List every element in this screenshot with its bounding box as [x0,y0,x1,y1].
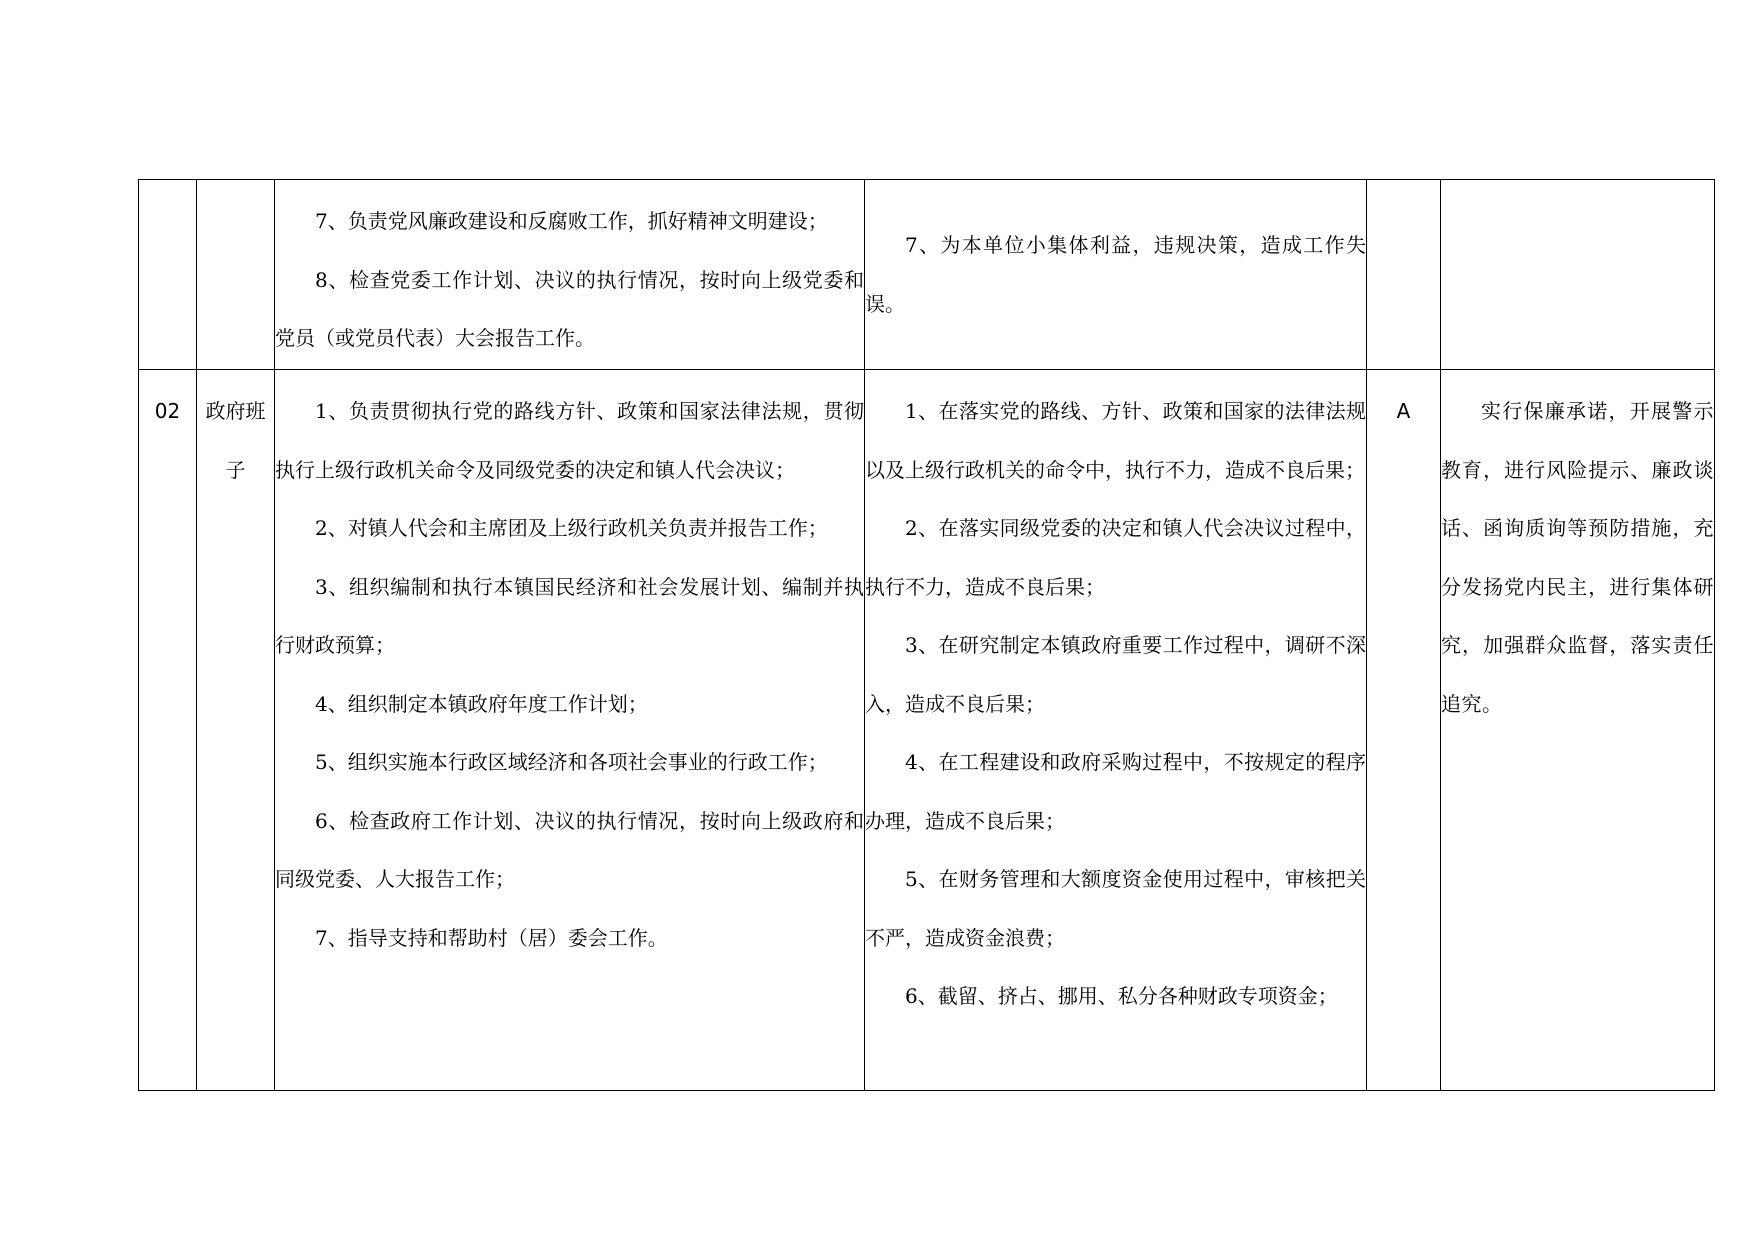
risks-cell [865,180,1367,370]
duty-item: 2、对镇人代会和主席团及上级行政机关负责并报告工作； [315,516,828,540]
row-number: 02 [154,399,181,423]
duty-item: 7、指导支持和帮助村（居）委会工作。 [315,925,668,950]
risk-table [138,179,1715,1091]
risk-item: 2、在落实同级党委的决定和镇人代会决议过程中，执行不力，造成不良后果； [865,516,1366,599]
duty-item: 8、检查党委工作计划、决议的执行情况，按时向上级党委和党员（或党员代表）大会报告工作。 [275,267,864,350]
risk-item: 1、在落实党的路线、方针、政策和国家的法律法规以及上级行政机关的命令中，执行不力，造成不良后果； [865,399,1366,482]
duties-cell [275,180,865,370]
risk-item: 4、在工程建设和政府采购过程中，不按规定的程序办理，造成不良后果； [865,750,1366,833]
number-cell [139,370,197,1091]
table-row-continued [139,180,1715,370]
table-row-government [139,370,1715,1091]
risk-grade: A [1396,399,1411,423]
duty-item: 5、组织实施本行政区域经济和各项社会事业的行政工作； [315,750,828,774]
number-cell [139,180,197,370]
risk-item: 3、在研究制定本镇政府重要工作过程中，调研不深入，造成不良后果； [865,633,1366,716]
risk-item: 7、为本单位小集体利益，违规决策，造成工作失误。 [865,233,1366,316]
duty-item: 4、组织制定本镇政府年度工作计划； [315,691,648,716]
grade-cell [1367,370,1441,1091]
measures-cell [1441,370,1715,1091]
duty-item: 1、负责贯彻执行党的路线方针、政策和国家法律法规，贯彻执行上级行政机关命令及同级党委的决定和镇人代会决议； [275,399,864,482]
row-name: 政府班子 [205,399,266,482]
name-cell [197,180,275,370]
duty-item: 3、组织编制和执行本镇国民经济和社会发展计划、编制并执行财政预算； [275,574,864,657]
duty-item: 7、负责党风廉政建设和反腐败工作，抓好精神文明建设； [315,209,828,233]
grade-cell [1367,180,1441,370]
duty-item: 6、检查政府工作计划、决议的执行情况，按时向上级政府和同级党委、人大报告工作； [275,808,864,891]
name-cell [197,370,275,1091]
risks-cell [865,370,1367,1091]
duties-cell [275,370,865,1091]
measures-cell [1441,180,1715,370]
measures-text: 实行保廉承诺，开展警示教育，进行风险提示、廉政谈话、函询质询等预防措施，充分发扬党内民主，进行集体研究，加强群众监督，落实责任追究。 [1441,399,1714,716]
risk-item: 6、截留、挤占、挪用、私分各种财政专项资金； [905,984,1338,1008]
risk-item: 5、在财务管理和大额度资金使用过程中，审核把关不严，造成资金浪费； [865,867,1366,950]
